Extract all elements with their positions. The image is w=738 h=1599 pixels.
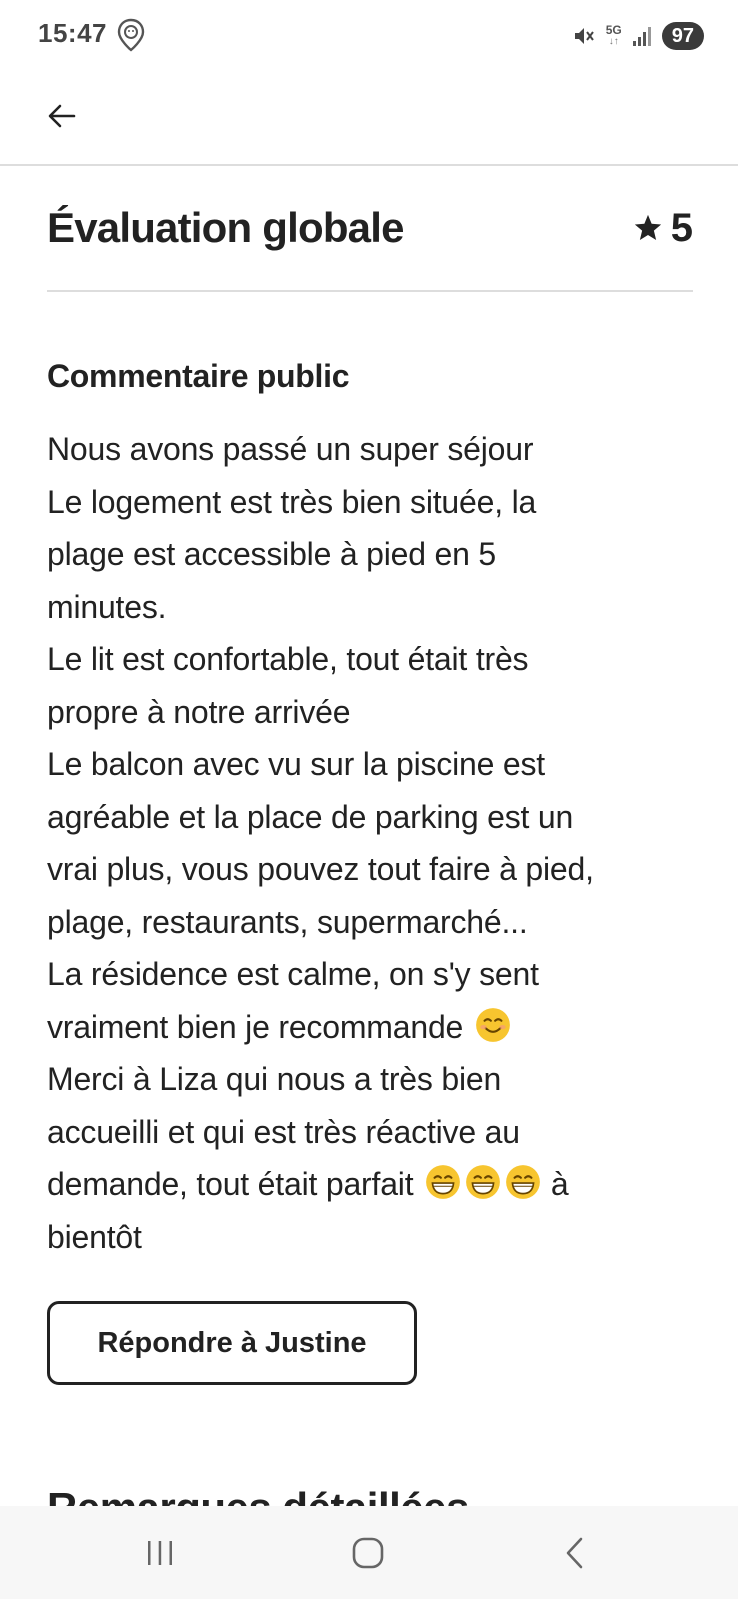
review-line: plage, restaurants, supermarché... [47, 903, 528, 940]
back-nav-icon [562, 1536, 588, 1570]
recent-apps-button[interactable] [130, 1528, 190, 1578]
page-title: Évaluation globale [47, 204, 404, 251]
back-button[interactable] [40, 94, 84, 138]
status-icons [572, 20, 704, 52]
review-line: vrai plus, vous pouvez tout faire à pied, [47, 851, 594, 887]
review-line: Nous avons passé un super séjour [47, 431, 534, 467]
overall-rating [633, 206, 693, 251]
review-text [47, 423, 693, 1263]
grinning-face-emoji-icon [424, 1163, 462, 1201]
review-line: plage est accessible à pied en 5 [47, 536, 497, 572]
star-icon [633, 213, 663, 243]
top-app-bar [0, 70, 738, 166]
reply-button[interactable]: Répondre à Justine [47, 1301, 417, 1385]
review-line: accueilli et qui est très réactive au [47, 1113, 520, 1150]
status-bar [0, 0, 738, 70]
system-navigation-bar [0, 1506, 738, 1599]
review-content [47, 166, 693, 1385]
grinning-face-emoji-icon [464, 1163, 502, 1201]
battery-indicator: 97 [662, 22, 704, 50]
public-comment-heading: Commentaire public [47, 358, 350, 394]
network-5g-icon: 5G ↓↑ [605, 23, 622, 47]
arrow-left-icon [46, 100, 78, 132]
review-line: propre à notre arrivée [47, 693, 351, 730]
review-line: Le lit est confortable, tout était très [47, 641, 529, 677]
review-line: bientôt [47, 1218, 142, 1255]
rating-score: 5 [670, 205, 693, 250]
smiling-face-emoji-icon [474, 1006, 512, 1044]
back-nav-button[interactable] [545, 1528, 605, 1578]
review-line: Merci à Liza qui nous a très bien [47, 1061, 502, 1097]
review-line: vraiment bien je recommande [47, 1001, 693, 1054]
home-button[interactable] [338, 1528, 398, 1578]
signal-icon [632, 25, 652, 47]
review-line: demande, tout était parfait à [47, 1158, 693, 1211]
overall-rating-row [47, 166, 693, 292]
home-icon [351, 1536, 385, 1570]
review-line: agréable et la place de parking est un [47, 798, 574, 835]
status-time: 15:47 [38, 18, 107, 48]
recent-apps-icon [144, 1538, 176, 1568]
app-notification-icon [116, 18, 146, 52]
mute-icon [572, 24, 596, 48]
review-line: minutes. [47, 588, 167, 625]
review-line: Le logement est très bien située, la [47, 483, 537, 520]
review-line: La résidence est calme, on s'y sent [47, 956, 539, 992]
review-line: Le balcon avec vu sur la piscine est [47, 746, 545, 782]
grinning-face-emoji-icon [504, 1163, 542, 1201]
